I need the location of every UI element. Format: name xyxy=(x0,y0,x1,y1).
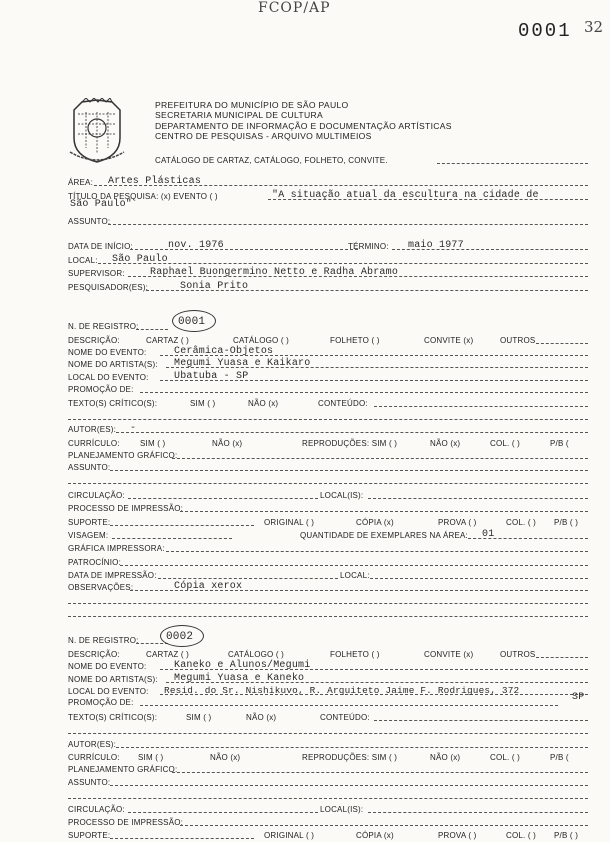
suporte-col: COL. ( ) xyxy=(506,518,537,527)
planejamento-line xyxy=(172,458,588,459)
planejamento-line-2 xyxy=(172,772,588,773)
record-1-circulacao-row xyxy=(68,489,588,501)
start-line xyxy=(130,249,358,250)
visagem-line xyxy=(112,538,232,539)
local-evento-label: LOCAL DO EVENTO: xyxy=(68,373,149,382)
reproducoes-nao-2: NÃO (x) xyxy=(430,753,461,762)
promocao-label: PROMOÇÃO DE: xyxy=(68,385,134,394)
folheto-option-2: FOLHETO ( ) xyxy=(330,650,380,659)
local-label: LOCAL: xyxy=(68,256,98,265)
nome-evento-label-2: NOME DO EVENTO: xyxy=(68,662,147,671)
record-2-evento-row xyxy=(68,660,588,672)
descricao-label-2: DESCRIÇÃO: xyxy=(68,650,120,659)
research-title-row-2 xyxy=(68,199,588,211)
locais-line xyxy=(368,498,588,499)
local-evento-label-2: LOCAL DO EVENTO: xyxy=(68,687,149,696)
local-row xyxy=(68,254,588,266)
record-2-suporte-row xyxy=(68,829,588,841)
observacoes-label: OBSERVAÇÕES: xyxy=(68,583,134,592)
circulacao-label-2: CIRCULAÇÃO: xyxy=(68,805,125,814)
suporte-original: ORIGINAL ( ) xyxy=(264,518,315,527)
textos-criticos-label: TEXTO(S) CRÍTICO(S): xyxy=(68,399,158,408)
reproducoes-label: REPRODUÇÕES: SIM ( ) xyxy=(302,439,398,448)
locais-label-2: LOCAL(IS): xyxy=(320,805,364,814)
local-line xyxy=(98,263,588,264)
suporte-prova: PROVA ( ) xyxy=(438,518,477,527)
registro-label-2: N. DE REGISTRO: xyxy=(68,636,139,645)
assunto-label-2: ASSUNTO: xyxy=(68,778,111,787)
record-2-autores-row xyxy=(68,738,588,750)
curriculo-sim-2: SIM ( ) xyxy=(138,753,164,762)
header-line-3: DEPARTAMENTO DE INFORMAÇÃO E DOCUMENTAÇÃO ARTÍSTICAS xyxy=(155,120,452,131)
area-row xyxy=(68,176,588,188)
record-1-suporte-row xyxy=(68,516,588,528)
suporte-label-2: SUPORTE: xyxy=(68,831,111,840)
cartaz-option: CARTAZ ( ) xyxy=(146,336,190,345)
suporte-copia-2: CÓPIA (x) xyxy=(356,831,394,840)
researcher-label: PESQUISADOR(ES): xyxy=(68,283,149,292)
end-label: TÉRMINO: xyxy=(348,242,389,251)
catalog-title-line xyxy=(437,163,588,164)
record-1-visagem-row xyxy=(68,529,588,541)
conteudo-line-2 xyxy=(374,720,588,721)
suporte-copia: CÓPIA (x) xyxy=(356,518,394,527)
cartaz-option-2: CARTAZ ( ) xyxy=(146,650,190,659)
curriculo-nao-2: NÃO (x) xyxy=(210,753,241,762)
processo-label-2: PROCESSO DE IMPRESSÃO: xyxy=(68,818,184,827)
blank-line xyxy=(68,419,588,420)
record-1-artistas-row xyxy=(68,358,588,370)
record-1-quantidade: 01 xyxy=(482,529,495,540)
blank-line-3 xyxy=(68,603,588,604)
curriculo-sim: SIM ( ) xyxy=(140,439,166,448)
circulacao-line xyxy=(128,498,318,499)
autores-line-2 xyxy=(116,747,588,748)
data-impressao-line xyxy=(158,578,338,579)
header-line-4: CENTRO DE PESQUISAS - ARQUIVO MULTIMEIOS xyxy=(155,130,372,141)
handwritten-note: FCOP/AP xyxy=(258,0,331,16)
catalogo-option-2: CATÁLOGO ( ) xyxy=(228,650,285,659)
suporte-col-2: COL. ( ) xyxy=(506,831,537,840)
municipal-seal-icon xyxy=(68,98,126,164)
record-1-local-row xyxy=(68,371,588,383)
catalogo-option: CATÁLOGO ( ) xyxy=(233,336,290,345)
grafica-label: GRÁFICA IMPRESSORA: xyxy=(68,544,165,553)
researcher-row xyxy=(68,281,588,293)
research-title-value-1: "A situação atual da escultura na cidade de xyxy=(272,190,539,201)
record-2-number-circle xyxy=(160,625,204,647)
record-1-blank-row-3 xyxy=(68,594,588,606)
start-label: DATA DE INÍCIO: xyxy=(68,242,133,251)
record-2-circulacao-row xyxy=(68,803,588,815)
supervisor-label: SUPERVISOR: xyxy=(68,269,125,278)
curriculo-label: CURRÍCULO: xyxy=(68,439,120,448)
suporte-line xyxy=(110,525,254,526)
autores-label-2: AUTOR(ES): xyxy=(68,740,117,749)
textos-sim-2: SIM ( ) xyxy=(186,713,212,722)
catalog-title-row xyxy=(155,154,588,166)
convite-option-2: CONVITE (x) xyxy=(424,650,474,659)
assunto-label: ASSUNTO: xyxy=(68,463,111,472)
reproducoes-pb: P/B ( xyxy=(550,439,569,448)
reproducoes-pb-2: P/B ( xyxy=(550,753,569,762)
record-1-descricao-row xyxy=(68,334,588,346)
suporte-pb: P/B ( ) xyxy=(554,518,579,527)
visagem-label: VISAGEM: xyxy=(68,531,109,540)
record-1-observacoes: Cópia xerox xyxy=(174,581,243,592)
reproducoes-col-2: COL. ( ) xyxy=(490,753,521,762)
record-2-assunto-row xyxy=(68,776,588,788)
record-1-blank-row xyxy=(68,410,588,422)
record-1-evento-row xyxy=(68,346,588,358)
circulacao-line-2 xyxy=(128,812,318,813)
quantidade-label: QUANTIDADE DE EXEMPLARES NA ÁREA: xyxy=(300,531,468,540)
record-1-number-circle xyxy=(172,310,216,332)
processo-line-2 xyxy=(180,825,588,826)
curriculo-label-2: CURRÍCULO: xyxy=(68,753,120,762)
dates-row xyxy=(68,240,588,252)
outros-line xyxy=(536,343,588,344)
catalog-title: CATÁLOGO DE CARTAZ, CATÁLOGO, FOLHETO, CONVITE. xyxy=(155,156,388,165)
registro-label: N. DE REGISTRO: xyxy=(68,322,139,331)
record-1-curriculo-row xyxy=(68,437,588,449)
record-1-autores-row xyxy=(68,423,588,435)
record-2-promocao-row xyxy=(68,692,588,708)
conteudo-label: CONTEÚDO: xyxy=(318,399,368,408)
blank-line-2 xyxy=(68,483,588,484)
start-value: nov. 1976 xyxy=(168,240,224,251)
record-2-local: Resid. do Sr. Nishikuvo, R. Arquiteto Jaime F. Rodrigues, 372 xyxy=(164,685,520,696)
end-value: maio 1977 xyxy=(408,240,464,251)
nome-evento-label: NOME DO EVENTO: xyxy=(68,348,147,357)
area-label: ÁREA: xyxy=(68,178,94,187)
record-1-promocao-row xyxy=(68,383,588,395)
processo-label: PROCESSO DE IMPRESSÃO: xyxy=(68,504,184,513)
reproducoes-nao: NÃO (x) xyxy=(430,439,461,448)
registro-line-2 xyxy=(136,643,168,644)
blank-line-4 xyxy=(68,616,588,617)
subject-line xyxy=(108,224,588,225)
patrocinio-line xyxy=(120,565,588,566)
descricao-label: DESCRIÇÃO: xyxy=(68,336,120,345)
record-2-curriculo-row xyxy=(68,751,588,763)
record-2-evento: Kaneko e Alunos/Megumi xyxy=(174,660,311,671)
page-number: 0001 xyxy=(518,20,572,42)
record-1-blank-row-4 xyxy=(68,607,588,619)
textos-nao-2: NÃO (x) xyxy=(246,713,277,722)
locais-line-2 xyxy=(368,812,588,813)
reproducoes-label-2: REPRODUÇÕES: SIM ( ) xyxy=(302,753,398,762)
circulacao-label: CIRCULAÇÃO: xyxy=(68,491,125,500)
convite-option: CONVITE (x) xyxy=(424,336,474,345)
suporte-prova-2: PROVA ( ) xyxy=(438,831,477,840)
folheto-option: FOLHETO ( ) xyxy=(330,336,380,345)
assunto-line-2 xyxy=(110,785,588,786)
data-impressao-label: DATA DE IMPRESSÃO: xyxy=(68,571,157,580)
textos-sim: SIM ( ) xyxy=(190,399,216,408)
patrocinio-label: PATROCÍNIO: xyxy=(68,558,122,567)
record-1-grafica-row xyxy=(68,542,588,554)
promocao-label-2: PROMOÇÃO DE: xyxy=(68,698,134,707)
record-2-registro-row xyxy=(68,631,588,646)
local2-line xyxy=(370,578,588,579)
suporte-label: SUPORTE: xyxy=(68,518,111,527)
record-1-observacoes-row xyxy=(68,581,588,593)
blank-line-5 xyxy=(68,733,588,734)
record-2-blank-row-2 xyxy=(68,789,588,801)
grafica-line xyxy=(166,551,588,552)
outros-line-2 xyxy=(536,657,588,658)
conteudo-line xyxy=(374,406,588,407)
nome-artistas-label: NOME DO ARTISTA(S): xyxy=(68,360,158,369)
header-line-1: PREFEITURA DO MUNICÍPIO DE SÃO PAULO xyxy=(155,100,349,110)
research-title-label: TÍTULO DA PESQUISA: (x) EVENTO ( ) xyxy=(68,192,218,201)
suporte-line-2 xyxy=(110,838,254,839)
record-2-processo-row xyxy=(68,816,588,828)
autores-line xyxy=(116,432,588,433)
record-1-planejamento-row xyxy=(68,449,588,461)
research-title-value-2: São Paulo" xyxy=(70,199,133,210)
record-1-artistas: Megumi Yuasa e Kaikaro xyxy=(174,358,311,369)
record-2-local-suffix: SP xyxy=(572,692,585,703)
promocao-line-2 xyxy=(140,705,558,706)
header xyxy=(155,100,452,141)
header-line-2: SECRETARIA MUNICIPAL DE CULTURA xyxy=(155,110,323,121)
record-1-autores: - xyxy=(130,423,137,434)
area-value: Artes Plásticas xyxy=(108,176,202,187)
record-2-artistas-row xyxy=(68,673,588,685)
subject-label: ASSUNTO: xyxy=(68,217,111,226)
supervisor-row xyxy=(68,267,588,279)
outros-option-2: OUTROS xyxy=(500,650,536,659)
locais-label: LOCAL(IS): xyxy=(320,491,364,500)
record-1-textos-row xyxy=(68,397,588,409)
record-1-evento: Cerâmica-Objetos xyxy=(174,346,274,357)
assunto-line xyxy=(110,470,588,471)
local2-label: LOCAL: xyxy=(340,571,370,580)
record-1-registro-row xyxy=(68,316,588,332)
record-1-local: Ubatuba - SP xyxy=(174,371,249,382)
supervisor-value: Raphael Buongermino Netto e Radha Abramo xyxy=(150,267,399,278)
curriculo-nao: NÃO (x) xyxy=(212,439,243,448)
record-1-assunto-row xyxy=(68,461,588,473)
promocao-line xyxy=(140,392,588,393)
record-1-blank-row-2 xyxy=(68,474,588,486)
record-1-number: 0001 xyxy=(178,316,206,328)
researcher-value: Sonia Prito xyxy=(180,281,249,292)
textos-nao: NÃO (x) xyxy=(248,399,279,408)
reproducoes-col: COL. ( ) xyxy=(490,439,521,448)
blank-line-6 xyxy=(68,798,588,799)
record-2-descricao-row xyxy=(68,648,588,660)
nome-artistas-label-2: NOME DO ARTISTA(S): xyxy=(68,675,158,684)
record-1-data-row xyxy=(68,569,588,581)
page-note: 32 xyxy=(584,18,604,36)
planejamento-label-2: PLANEJAMENTO GRÁFICO: xyxy=(68,765,178,774)
conteudo-label-2: CONTEÚDO: xyxy=(320,713,370,722)
record-2-blank-row xyxy=(68,724,588,736)
record-2-textos-row xyxy=(68,711,588,723)
local-value: São Paulo xyxy=(112,254,168,265)
record-1-patrocinio-row xyxy=(68,556,588,568)
record-2-number: 0002 xyxy=(166,631,194,643)
outros-option: OUTROS xyxy=(500,336,536,345)
autores-label: AUTOR(ES): xyxy=(68,425,117,434)
registro-line xyxy=(136,329,168,330)
record-2-artistas: Megumi Yuasa e Kaneko xyxy=(174,673,305,684)
suporte-pb-2: P/B ( ) xyxy=(554,831,579,840)
processo-line xyxy=(180,511,588,512)
textos-criticos-label-2: TEXTO(S) CRÍTICO(S): xyxy=(68,713,158,722)
record-1-processo-row xyxy=(68,502,588,514)
record-2-planejamento-row xyxy=(68,763,588,775)
suporte-original-2: ORIGINAL ( ) xyxy=(264,831,315,840)
planejamento-label: PLANEJAMENTO GRÁFICO: xyxy=(68,451,178,460)
subject-row xyxy=(68,215,588,227)
